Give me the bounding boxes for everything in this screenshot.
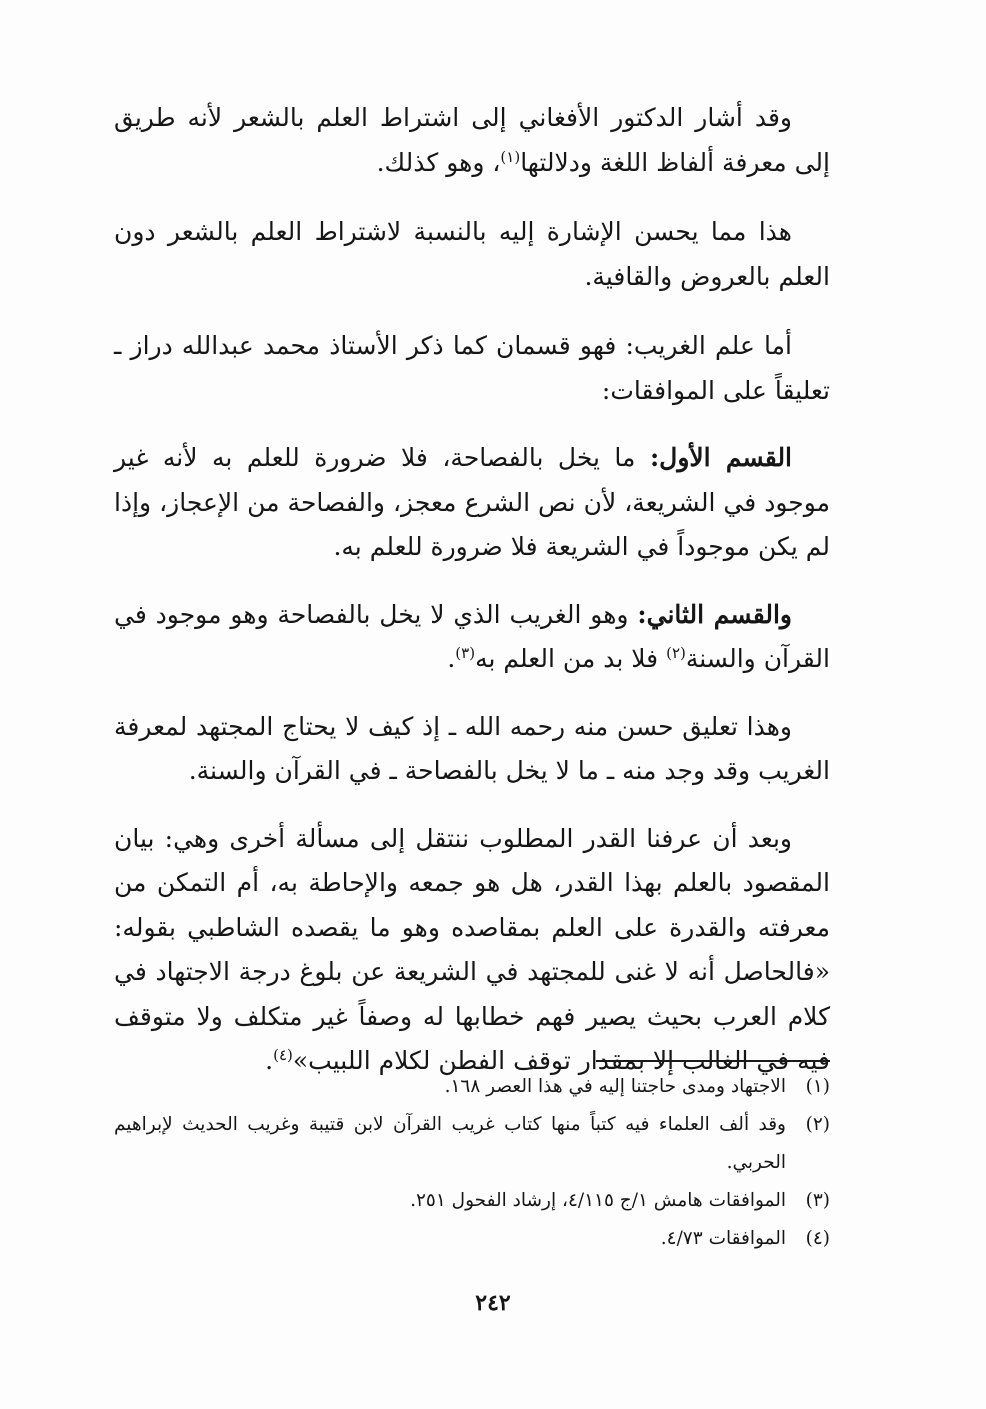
footnote-text: وقد ألف العلماء فيه كتباً منها كتاب غريب القرآن لابن قتيبة وغريب الحديث لإبراهيم الحربي. [114, 1114, 786, 1173]
text-segment: وهذا تعليق حسن منه رحمه الله ـ إذ كيف لا يحتاج المجتهد لمعرفة الغريب وقد وجد منه ـ ما لا يخل بالفصاحة ـ في القرآن والسنة. [114, 711, 830, 785]
text-segment: وهو الغريب الذي لا يخل بالفصاحة وهو موجود في القرآن والسنة [114, 599, 830, 673]
section-heading-first: القسم الأول: [649, 443, 793, 472]
text-segment: . [265, 1046, 274, 1075]
paragraph-5 [114, 593, 830, 682]
page-number: ٢٤٢ [475, 1290, 511, 1316]
text-segment: هذا مما يحسن الإشارة إليه بالنسبة لاشتراط العلم بالشعر دون العلم بالعروض والقافية. [114, 217, 830, 291]
footnote-2 [114, 1106, 830, 1182]
text-segment: ما يخل بالفصاحة، فلا ضرورة للعلم به لأنه غير موجود في الشريعة، لأن نص الشرع معجز، والفصاحة من الإعجاز، وإذا لم يكن موجوداً في الشريعة فلا ضرورة للعلم به. [114, 443, 830, 561]
text-segment: فلا بد من العلم به [475, 644, 667, 673]
footnote-text: الموافقات ٤/٧٣. [660, 1228, 786, 1249]
footnote-ref-1[interactable]: (١) [500, 147, 521, 166]
footnote-ref-3[interactable]: (٣) [455, 644, 476, 662]
footnote-4 [114, 1220, 830, 1258]
footnote-1 [114, 1068, 830, 1106]
paragraph-2 [114, 210, 830, 299]
paragraph-1 [114, 96, 830, 185]
paragraph-6 [114, 705, 830, 794]
footnote-3 [114, 1182, 830, 1220]
text-segment: . [447, 644, 456, 673]
text-segment: ، وهو كذلك. [376, 147, 501, 177]
text-segment: أما علم الغريب: فهو قسمان كما ذكر الأستاذ محمد عبدالله دراز ـ تعليقاً على الموافقات: [114, 331, 830, 405]
paragraph-7 [114, 817, 830, 1084]
section-heading-second: والقسم الثاني: [637, 599, 792, 629]
footnote-number: (٣) [805, 1190, 830, 1211]
text-segment: وقد أشار الدكتور الأفغاني إلى اشتراط العلم بالشعر لأنه طريق إلى معرفة ألفاظ اللغة ودلالتها [114, 103, 830, 177]
footnote-ref-2[interactable]: (٢) [666, 644, 686, 662]
footnote-text: الاجتهاد ومدى حاجتنا إليه في هذا العصر ١٦٨. [444, 1076, 786, 1097]
footnote-ref-4[interactable]: (٤) [273, 1046, 293, 1064]
paragraph-3 [114, 324, 830, 413]
footnote-number: (٢) [805, 1114, 830, 1135]
footnote-separator [596, 1060, 830, 1062]
paragraph-4 [114, 436, 830, 570]
text-segment: وبعد أن عرفنا القدر المطلوب ننتقل إلى مسألة أخرى وهي: بيان المقصود بالعلم بهذا القدر، هل هو جمعه والإحاطة به، أم التمكن من معرفته والقدرة على العلم بمقاصده وهو ما يقصده الشاطبي بقوله: «فالحاصل أنه لا غنى للمجتهد في الشريعة عن بلوغ درجة الاجتهاد في كلام العرب بحيث يصير فهم خطابها له وصفاً غير متكلف ولا متوقف فيه في الغالب إلا بمقدار توقف الفطن لكلام اللبيب» [114, 823, 830, 1075]
main-text [114, 96, 830, 1109]
footnote-number: (١) [805, 1076, 830, 1097]
footnote-number: (٤) [805, 1228, 830, 1249]
footnote-text: الموافقات هامش ١/ج ٤/١١٥، إرشاد الفحول ٢٥١. [410, 1190, 786, 1211]
footnotes [114, 1068, 830, 1258]
